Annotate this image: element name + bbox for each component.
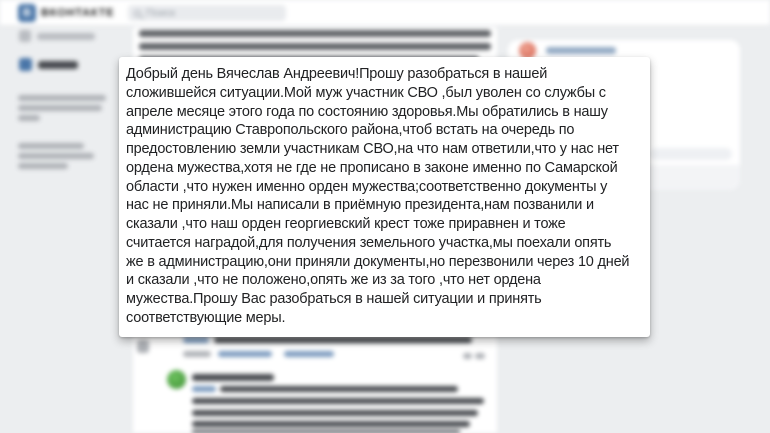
commenter-avatar[interactable]: [167, 370, 186, 389]
blurred-text-bar: [18, 163, 68, 169]
vk-logo-glyph: В: [23, 7, 31, 19]
comment-timestamp: [183, 351, 211, 357]
widget-button[interactable]: [650, 148, 732, 160]
message-line: администрацию Ставропольского района,чтоб встать на очередь по: [126, 122, 575, 139]
message-line: Добрый день Вячеслав Андреевич!Прошу разобраться в нашей: [126, 66, 548, 82]
message-text: [126, 65, 646, 328]
reply-link[interactable]: [218, 351, 272, 357]
vk-logo-icon[interactable]: [18, 4, 36, 22]
blurred-post-text: [139, 30, 491, 37]
blurred-post-text: [139, 43, 491, 50]
mention-link[interactable]: [192, 386, 216, 392]
blurred-text-bar: [18, 105, 102, 111]
blurred-comment-text: [192, 410, 478, 416]
message-line: мужества.Прошу Вас разобраться в нашей ситуации и принять: [126, 291, 542, 307]
message-line: сложившейся ситуации.Мой муж участник СВО ,был уволен со службы с: [126, 84, 606, 101]
blurred-comment-text: [220, 386, 458, 392]
profile-name: [546, 47, 616, 54]
message-line: и сказали ,что не положено,опять же из за того ,что нет ордена: [126, 272, 541, 289]
blurred-text-bar: [18, 153, 94, 159]
commenter-name[interactable]: [192, 374, 274, 381]
like-count: [463, 353, 472, 359]
message-overlay: [119, 57, 650, 337]
blurred-text-bar: [38, 61, 78, 69]
sidebar-item-2-icon: [19, 58, 32, 71]
like-icon[interactable]: [475, 353, 485, 359]
partial-avatar: [137, 340, 149, 353]
blurred-comment-text: [192, 398, 484, 404]
blurred-text-bar: [18, 143, 84, 149]
top-navbar: [0, 0, 770, 26]
message-line: апреле месяце этого года по состоянию здоровья.Мы обратились в нашу: [126, 103, 608, 120]
blurred-text-bar: [37, 33, 95, 40]
message-line: сказали ,что наш орден георгиевский крест тоже приравнен и тоже: [126, 216, 566, 232]
search-placeholder: Поиск: [146, 7, 176, 19]
brand-wordmark[interactable]: ВКОНТАКТЕ: [41, 7, 115, 19]
sidebar-item-1-icon: [19, 30, 31, 42]
blurred-comment-text: [214, 337, 472, 343]
message-line: ордена мужества,хотя не где не прописано в законе именно по Самарской: [126, 159, 618, 176]
comment-link[interactable]: [183, 337, 209, 343]
message-line: соответствующие меры.: [126, 309, 286, 326]
message-line: считается наградой,для получения земельного участка,мы поехали опять: [126, 234, 612, 251]
blurred-text-bar: [18, 115, 40, 121]
message-line: предостовлению земли участникам СВО,на что нам ответили,что у нас нет: [126, 141, 619, 157]
blurred-text-bar: [18, 95, 106, 101]
message-line: области ,что нужен именно орден мужества;соответственно документы у: [126, 178, 608, 195]
search-icon: [134, 10, 141, 17]
like-link[interactable]: [284, 351, 334, 357]
message-line: же в администрацию,они приняли документы,но перезвонили через 10 дней: [126, 253, 630, 270]
search-input[interactable]: [128, 5, 286, 21]
message-line: нас не приняли.Мы написали в приёмную президента,нам позванили и: [126, 197, 594, 214]
blurred-comment-text: [192, 421, 470, 427]
